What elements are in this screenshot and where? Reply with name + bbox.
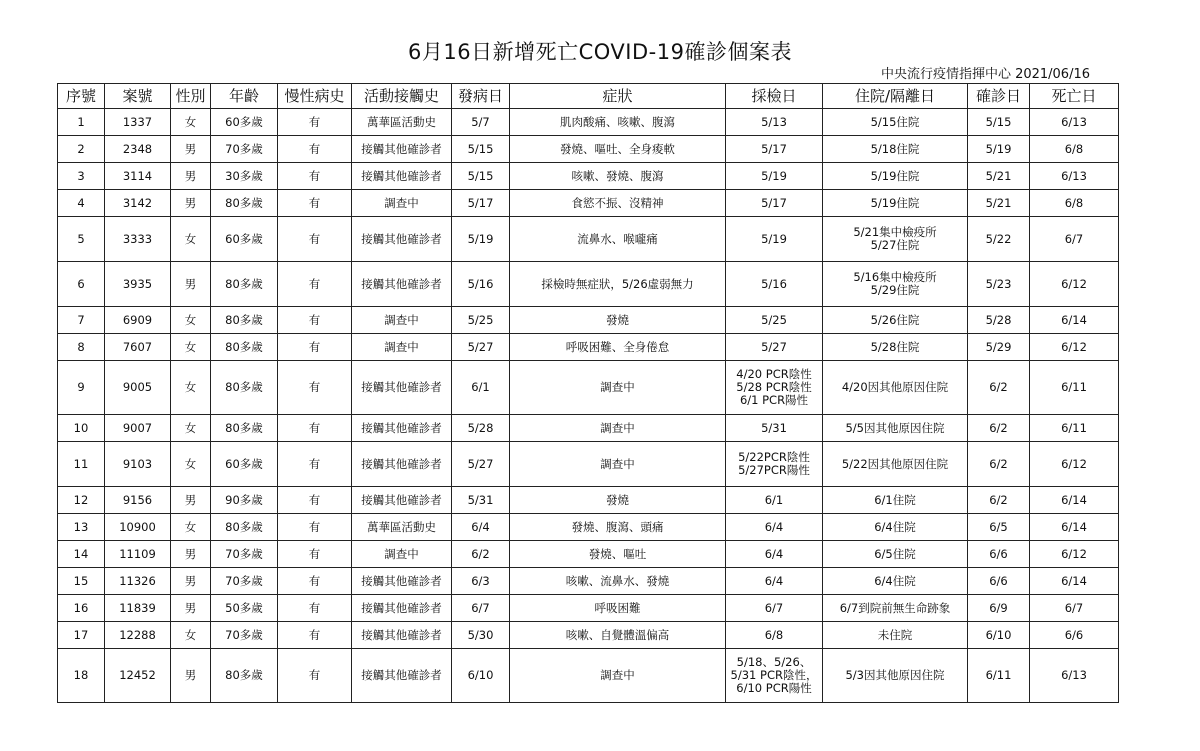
cell-confirm-date: 5/29 bbox=[968, 334, 1030, 361]
cell-age: 70多歲 bbox=[211, 136, 278, 163]
cell-row-number: 7 bbox=[58, 307, 105, 334]
table-row bbox=[58, 622, 1119, 649]
cell-hospitalization: 未住院 bbox=[823, 622, 968, 649]
cell-hospitalization: 6/1住院 bbox=[823, 487, 968, 514]
cell-confirm-date: 6/6 bbox=[968, 541, 1030, 568]
cell-test-date: 5/18、5/26、 5/31 PCR陰性， 6/10 PCR陽性 bbox=[726, 649, 823, 703]
cell-test-date: 5/22PCR陰性 5/27PCR陽性 bbox=[726, 442, 823, 487]
col-header: 性別 bbox=[171, 84, 211, 109]
cell-onset-date: 5/15 bbox=[452, 163, 510, 190]
cell-symptoms: 採檢時無症狀，5/26虛弱無力 bbox=[510, 262, 726, 307]
cell-contact-history: 接觸其他確診者 bbox=[352, 415, 452, 442]
cell-hospitalization: 5/3因其他原因住院 bbox=[823, 649, 968, 703]
cell-symptoms: 發燒 bbox=[510, 307, 726, 334]
cell-age: 60多歲 bbox=[211, 442, 278, 487]
cell-death-date: 6/12 bbox=[1030, 442, 1119, 487]
cell-case-number: 7607 bbox=[105, 334, 171, 361]
col-header: 案號 bbox=[105, 84, 171, 109]
cell-chronic-history: 有 bbox=[278, 217, 352, 262]
cell-hospitalization: 5/5因其他原因住院 bbox=[823, 415, 968, 442]
cell-confirm-date: 6/2 bbox=[968, 415, 1030, 442]
cell-sex: 男 bbox=[171, 262, 211, 307]
col-header: 採檢日 bbox=[726, 84, 823, 109]
cell-onset-date: 5/16 bbox=[452, 262, 510, 307]
cell-confirm-date: 6/5 bbox=[968, 514, 1030, 541]
table-row bbox=[58, 217, 1119, 262]
cell-case-number: 3142 bbox=[105, 190, 171, 217]
cell-hospitalization: 5/15住院 bbox=[823, 109, 968, 136]
cell-hospitalization: 6/5住院 bbox=[823, 541, 968, 568]
cell-chronic-history: 有 bbox=[278, 622, 352, 649]
cell-confirm-date: 6/2 bbox=[968, 487, 1030, 514]
table-row bbox=[58, 415, 1119, 442]
table-row bbox=[58, 136, 1119, 163]
case-table bbox=[57, 83, 1119, 703]
cell-contact-history: 調查中 bbox=[352, 334, 452, 361]
table-row bbox=[58, 163, 1119, 190]
col-header: 活動接觸史 bbox=[352, 84, 452, 109]
cell-test-date: 5/13 bbox=[726, 109, 823, 136]
cell-sex: 男 bbox=[171, 487, 211, 514]
cell-symptoms: 發燒、嘔吐 bbox=[510, 541, 726, 568]
cell-test-date: 6/1 bbox=[726, 487, 823, 514]
cell-confirm-date: 5/21 bbox=[968, 163, 1030, 190]
table-row bbox=[58, 361, 1119, 415]
cell-case-number: 6909 bbox=[105, 307, 171, 334]
table-row bbox=[58, 487, 1119, 514]
table-row bbox=[58, 649, 1119, 703]
cell-symptoms: 調查中 bbox=[510, 415, 726, 442]
cell-case-number: 11109 bbox=[105, 541, 171, 568]
cell-confirm-date: 5/21 bbox=[968, 190, 1030, 217]
cell-sex: 男 bbox=[171, 163, 211, 190]
cell-death-date: 6/13 bbox=[1030, 163, 1119, 190]
cell-age: 70多歲 bbox=[211, 622, 278, 649]
cell-contact-history: 調查中 bbox=[352, 541, 452, 568]
cell-test-date: 5/27 bbox=[726, 334, 823, 361]
cell-symptoms: 調查中 bbox=[510, 361, 726, 415]
cell-row-number: 9 bbox=[58, 361, 105, 415]
cell-hospitalization: 4/20因其他原因住院 bbox=[823, 361, 968, 415]
cell-test-date: 6/7 bbox=[726, 595, 823, 622]
cell-chronic-history: 有 bbox=[278, 595, 352, 622]
cell-sex: 女 bbox=[171, 361, 211, 415]
cell-contact-history: 接觸其他確診者 bbox=[352, 361, 452, 415]
cell-death-date: 6/11 bbox=[1030, 361, 1119, 415]
cell-confirm-date: 6/6 bbox=[968, 568, 1030, 595]
cell-age: 80多歲 bbox=[211, 649, 278, 703]
cell-hospitalization: 5/21集中檢疫所 5/27住院 bbox=[823, 217, 968, 262]
cell-row-number: 15 bbox=[58, 568, 105, 595]
cell-symptoms: 呼吸困難、全身倦怠 bbox=[510, 334, 726, 361]
cell-death-date: 6/11 bbox=[1030, 415, 1119, 442]
cell-hospitalization: 5/28住院 bbox=[823, 334, 968, 361]
cell-death-date: 6/12 bbox=[1030, 334, 1119, 361]
cell-death-date: 6/8 bbox=[1030, 190, 1119, 217]
table-row bbox=[58, 307, 1119, 334]
cell-test-date: 5/17 bbox=[726, 190, 823, 217]
cell-hospitalization: 6/4住院 bbox=[823, 568, 968, 595]
table-row bbox=[58, 595, 1119, 622]
cell-contact-history: 接觸其他確診者 bbox=[352, 487, 452, 514]
cell-chronic-history: 有 bbox=[278, 442, 352, 487]
cell-death-date: 6/7 bbox=[1030, 217, 1119, 262]
cell-test-date: 6/4 bbox=[726, 541, 823, 568]
cell-chronic-history: 有 bbox=[278, 190, 352, 217]
cell-case-number: 1337 bbox=[105, 109, 171, 136]
cell-symptoms: 發燒、嘔吐、全身痠軟 bbox=[510, 136, 726, 163]
cell-hospitalization: 6/4住院 bbox=[823, 514, 968, 541]
cell-onset-date: 5/7 bbox=[452, 109, 510, 136]
cell-test-date: 6/4 bbox=[726, 568, 823, 595]
cell-confirm-date: 6/2 bbox=[968, 442, 1030, 487]
table-row bbox=[58, 541, 1119, 568]
table-row bbox=[58, 442, 1119, 487]
cell-age: 80多歲 bbox=[211, 190, 278, 217]
col-header: 年齡 bbox=[211, 84, 278, 109]
cell-chronic-history: 有 bbox=[278, 163, 352, 190]
cell-death-date: 6/14 bbox=[1030, 514, 1119, 541]
cell-age: 80多歲 bbox=[211, 307, 278, 334]
col-header: 序號 bbox=[58, 84, 105, 109]
table-row bbox=[58, 190, 1119, 217]
source-date: 中央流行疫情指揮中心 2021/06/16 bbox=[880, 67, 1090, 82]
cell-death-date: 6/14 bbox=[1030, 307, 1119, 334]
col-header: 發病日 bbox=[452, 84, 510, 109]
cell-confirm-date: 5/23 bbox=[968, 262, 1030, 307]
cell-chronic-history: 有 bbox=[278, 514, 352, 541]
cell-death-date: 6/12 bbox=[1030, 262, 1119, 307]
cell-symptoms: 咳嗽、流鼻水、發燒 bbox=[510, 568, 726, 595]
cell-age: 80多歲 bbox=[211, 415, 278, 442]
cell-sex: 女 bbox=[171, 109, 211, 136]
cell-contact-history: 接觸其他確診者 bbox=[352, 262, 452, 307]
cell-row-number: 8 bbox=[58, 334, 105, 361]
cell-onset-date: 5/25 bbox=[452, 307, 510, 334]
cell-age: 70多歲 bbox=[211, 568, 278, 595]
cell-symptoms: 肌肉酸痛、咳嗽、腹瀉 bbox=[510, 109, 726, 136]
cell-sex: 女 bbox=[171, 334, 211, 361]
cell-row-number: 14 bbox=[58, 541, 105, 568]
cell-hospitalization: 5/26住院 bbox=[823, 307, 968, 334]
cell-death-date: 6/14 bbox=[1030, 568, 1119, 595]
cell-onset-date: 5/27 bbox=[452, 442, 510, 487]
cell-case-number: 10900 bbox=[105, 514, 171, 541]
cell-sex: 男 bbox=[171, 541, 211, 568]
cell-age: 80多歲 bbox=[211, 361, 278, 415]
cell-sex: 女 bbox=[171, 442, 211, 487]
cell-contact-history: 調查中 bbox=[352, 307, 452, 334]
cell-age: 80多歲 bbox=[211, 334, 278, 361]
cell-contact-history: 萬華區活動史 bbox=[352, 514, 452, 541]
cell-sex: 女 bbox=[171, 217, 211, 262]
cell-sex: 男 bbox=[171, 595, 211, 622]
cell-test-date: 5/17 bbox=[726, 136, 823, 163]
cell-row-number: 5 bbox=[58, 217, 105, 262]
cell-symptoms: 食慾不振、沒精神 bbox=[510, 190, 726, 217]
cell-chronic-history: 有 bbox=[278, 361, 352, 415]
cell-test-date: 6/4 bbox=[726, 514, 823, 541]
cell-age: 30多歲 bbox=[211, 163, 278, 190]
cell-row-number: 11 bbox=[58, 442, 105, 487]
cell-hospitalization: 5/22因其他原因住院 bbox=[823, 442, 968, 487]
cell-onset-date: 5/28 bbox=[452, 415, 510, 442]
cell-row-number: 18 bbox=[58, 649, 105, 703]
cell-age: 60多歲 bbox=[211, 217, 278, 262]
cell-death-date: 6/12 bbox=[1030, 541, 1119, 568]
cell-symptoms: 發燒、腹瀉、頭痛 bbox=[510, 514, 726, 541]
cell-death-date: 6/7 bbox=[1030, 595, 1119, 622]
cell-chronic-history: 有 bbox=[278, 649, 352, 703]
cell-contact-history: 接觸其他確診者 bbox=[352, 217, 452, 262]
cell-confirm-date: 5/22 bbox=[968, 217, 1030, 262]
cell-contact-history: 接觸其他確診者 bbox=[352, 568, 452, 595]
cell-onset-date: 6/3 bbox=[452, 568, 510, 595]
cell-onset-date: 6/1 bbox=[452, 361, 510, 415]
cell-age: 60多歲 bbox=[211, 109, 278, 136]
cell-sex: 女 bbox=[171, 307, 211, 334]
cell-contact-history: 接觸其他確診者 bbox=[352, 649, 452, 703]
cell-sex: 男 bbox=[171, 649, 211, 703]
page-title: 6月16日新增死亡COVID-19確診個案表 bbox=[408, 40, 792, 64]
col-header: 確診日 bbox=[968, 84, 1030, 109]
cell-hospitalization: 6/7到院前無生命跡象 bbox=[823, 595, 968, 622]
cell-hospitalization: 5/18住院 bbox=[823, 136, 968, 163]
cell-contact-history: 接觸其他確診者 bbox=[352, 442, 452, 487]
cell-confirm-date: 6/2 bbox=[968, 361, 1030, 415]
cell-symptoms: 流鼻水、喉嚨痛 bbox=[510, 217, 726, 262]
cell-contact-history: 接觸其他確診者 bbox=[352, 622, 452, 649]
cell-confirm-date: 6/10 bbox=[968, 622, 1030, 649]
cell-symptoms: 調查中 bbox=[510, 442, 726, 487]
cell-row-number: 3 bbox=[58, 163, 105, 190]
cell-sex: 男 bbox=[171, 136, 211, 163]
cell-age: 70多歲 bbox=[211, 541, 278, 568]
cell-confirm-date: 5/28 bbox=[968, 307, 1030, 334]
cell-confirm-date: 5/15 bbox=[968, 109, 1030, 136]
cell-contact-history: 接觸其他確診者 bbox=[352, 595, 452, 622]
cell-chronic-history: 有 bbox=[278, 136, 352, 163]
cell-test-date: 5/16 bbox=[726, 262, 823, 307]
cell-case-number: 9103 bbox=[105, 442, 171, 487]
cell-contact-history: 接觸其他確診者 bbox=[352, 136, 452, 163]
cell-age: 50多歲 bbox=[211, 595, 278, 622]
cell-symptoms: 調查中 bbox=[510, 649, 726, 703]
cell-symptoms: 咳嗽、自覺體溫偏高 bbox=[510, 622, 726, 649]
cell-age: 80多歲 bbox=[211, 514, 278, 541]
cell-case-number: 11839 bbox=[105, 595, 171, 622]
cell-confirm-date: 5/19 bbox=[968, 136, 1030, 163]
cell-case-number: 9007 bbox=[105, 415, 171, 442]
cell-contact-history: 接觸其他確診者 bbox=[352, 163, 452, 190]
cell-hospitalization: 5/19住院 bbox=[823, 190, 968, 217]
table-row bbox=[58, 514, 1119, 541]
col-header: 住院/隔離日 bbox=[823, 84, 968, 109]
cell-onset-date: 5/17 bbox=[452, 190, 510, 217]
cell-onset-date: 5/27 bbox=[452, 334, 510, 361]
cell-case-number: 3935 bbox=[105, 262, 171, 307]
cell-chronic-history: 有 bbox=[278, 415, 352, 442]
cell-onset-date: 6/7 bbox=[452, 595, 510, 622]
cell-onset-date: 5/15 bbox=[452, 136, 510, 163]
cell-row-number: 12 bbox=[58, 487, 105, 514]
cell-onset-date: 5/19 bbox=[452, 217, 510, 262]
cell-sex: 男 bbox=[171, 568, 211, 595]
col-header: 症狀 bbox=[510, 84, 726, 109]
cell-test-date: 5/19 bbox=[726, 217, 823, 262]
cell-row-number: 6 bbox=[58, 262, 105, 307]
cell-test-date: 5/31 bbox=[726, 415, 823, 442]
cell-case-number: 11326 bbox=[105, 568, 171, 595]
cell-confirm-date: 6/9 bbox=[968, 595, 1030, 622]
header-row bbox=[58, 84, 1119, 109]
cell-chronic-history: 有 bbox=[278, 487, 352, 514]
cell-test-date: 4/20 PCR陰性 5/28 PCR陰性 6/1 PCR陽性 bbox=[726, 361, 823, 415]
cell-confirm-date: 6/11 bbox=[968, 649, 1030, 703]
cell-row-number: 10 bbox=[58, 415, 105, 442]
cell-onset-date: 6/10 bbox=[452, 649, 510, 703]
cell-row-number: 13 bbox=[58, 514, 105, 541]
cell-symptoms: 發燒 bbox=[510, 487, 726, 514]
cell-chronic-history: 有 bbox=[278, 307, 352, 334]
cell-row-number: 16 bbox=[58, 595, 105, 622]
cell-case-number: 3114 bbox=[105, 163, 171, 190]
table-row bbox=[58, 334, 1119, 361]
cell-age: 80多歲 bbox=[211, 262, 278, 307]
table-row bbox=[58, 262, 1119, 307]
cell-death-date: 6/6 bbox=[1030, 622, 1119, 649]
cell-hospitalization: 5/16集中檢疫所 5/29住院 bbox=[823, 262, 968, 307]
cell-sex: 女 bbox=[171, 514, 211, 541]
cell-case-number: 12288 bbox=[105, 622, 171, 649]
cell-row-number: 1 bbox=[58, 109, 105, 136]
cell-row-number: 17 bbox=[58, 622, 105, 649]
cell-case-number: 9005 bbox=[105, 361, 171, 415]
cell-onset-date: 5/30 bbox=[452, 622, 510, 649]
cell-test-date: 5/25 bbox=[726, 307, 823, 334]
table-row bbox=[58, 109, 1119, 136]
cell-row-number: 2 bbox=[58, 136, 105, 163]
cell-sex: 男 bbox=[171, 190, 211, 217]
cell-hospitalization: 5/19住院 bbox=[823, 163, 968, 190]
cell-contact-history: 調查中 bbox=[352, 190, 452, 217]
cell-chronic-history: 有 bbox=[278, 262, 352, 307]
cell-age: 90多歲 bbox=[211, 487, 278, 514]
cell-death-date: 6/8 bbox=[1030, 136, 1119, 163]
cell-sex: 女 bbox=[171, 415, 211, 442]
cell-test-date: 5/19 bbox=[726, 163, 823, 190]
col-header: 慢性病史 bbox=[278, 84, 352, 109]
cell-chronic-history: 有 bbox=[278, 109, 352, 136]
cell-chronic-history: 有 bbox=[278, 541, 352, 568]
cell-death-date: 6/14 bbox=[1030, 487, 1119, 514]
cell-row-number: 4 bbox=[58, 190, 105, 217]
cell-death-date: 6/13 bbox=[1030, 109, 1119, 136]
cell-symptoms: 呼吸困難 bbox=[510, 595, 726, 622]
cell-onset-date: 6/4 bbox=[452, 514, 510, 541]
cell-case-number: 2348 bbox=[105, 136, 171, 163]
cell-contact-history: 萬華區活動史 bbox=[352, 109, 452, 136]
cell-onset-date: 5/31 bbox=[452, 487, 510, 514]
col-header: 死亡日 bbox=[1030, 84, 1119, 109]
cell-case-number: 3333 bbox=[105, 217, 171, 262]
cell-sex: 女 bbox=[171, 622, 211, 649]
table-row bbox=[58, 568, 1119, 595]
cell-case-number: 12452 bbox=[105, 649, 171, 703]
cell-chronic-history: 有 bbox=[278, 568, 352, 595]
cell-test-date: 6/8 bbox=[726, 622, 823, 649]
cell-onset-date: 6/2 bbox=[452, 541, 510, 568]
cell-symptoms: 咳嗽、發燒、腹瀉 bbox=[510, 163, 726, 190]
cell-chronic-history: 有 bbox=[278, 334, 352, 361]
cell-case-number: 9156 bbox=[105, 487, 171, 514]
cell-death-date: 6/13 bbox=[1030, 649, 1119, 703]
